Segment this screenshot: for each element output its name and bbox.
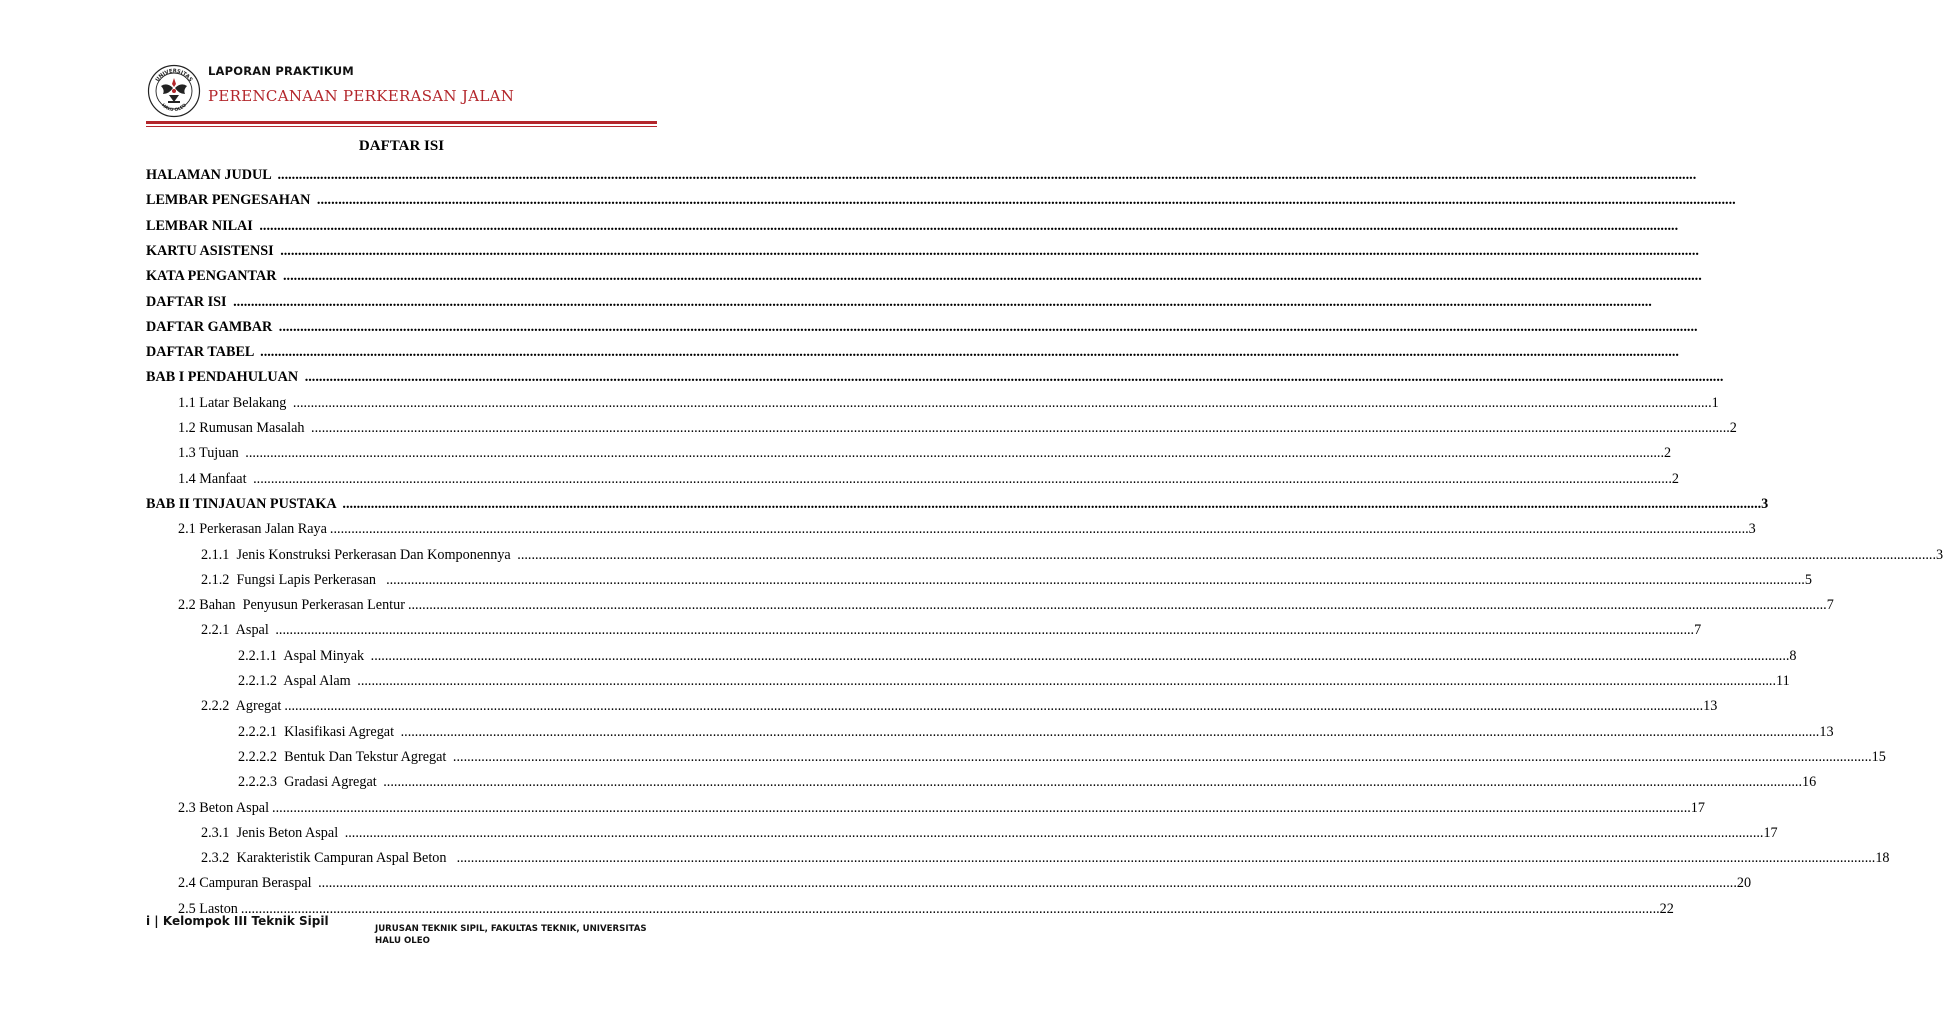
toc-leader-dots: ................................................................................................................................................................................................................................................................................................................................................................................................................ xyxy=(272,799,1691,816)
toc-leader-dots: ................................................................................................................................................................................................................................................................................................................................................................................................................ xyxy=(304,369,1724,386)
toc-leader-dots: ................................................................................................................................................................................................................................................................................................................................................................................................................ xyxy=(357,673,1777,689)
toc-leader-dots: ................................................................................................................................................................................................................................................................................................................................................................................................................ xyxy=(277,167,1697,183)
toc-entry[interactable] xyxy=(201,824,1778,842)
toc-leader-dots: ................................................................................................................................................................................................................................................................................................................................................................................................................ xyxy=(245,445,1665,462)
toc-entry[interactable] xyxy=(178,444,1672,462)
toc-entry-page: 16 xyxy=(1802,774,1817,791)
toc-leader-dots: ................................................................................................................................................................................................................................................................................................................................................................................................................ xyxy=(386,571,1805,588)
toc-entry-page: 7 xyxy=(1826,597,1834,614)
toc-entry-page: 3 xyxy=(1748,521,1756,538)
toc-title: DAFTAR ISI xyxy=(358,138,445,154)
toc-entry[interactable] xyxy=(178,596,1834,614)
toc-leader-dots: ................................................................................................................................................................................................................................................................................................................................................................................................................ xyxy=(284,698,1704,715)
toc-entry-label: 2.2.2 Agregat xyxy=(201,698,282,715)
toc-leader-dots: ................................................................................................................................................................................................................................................................................................................................................................................................................ xyxy=(253,470,1672,487)
toc-entry-page: 13 xyxy=(1703,698,1718,715)
toc-entry[interactable] xyxy=(238,773,1817,791)
toc-entry-page: 2 xyxy=(1664,445,1672,462)
toc-entry[interactable] xyxy=(178,470,1679,488)
toc-entry-page: 20 xyxy=(1736,875,1752,892)
footer-right: JURUSAN TEKNIK SIPIL, FAKULTAS TEKNIK, UNIVERSITAS HALU OLEO xyxy=(375,924,647,946)
toc-entry[interactable] xyxy=(201,546,1943,564)
toc-entry-label: KARTU ASISTENSI xyxy=(146,242,278,259)
toc-entry-page: 15 xyxy=(1871,748,1886,765)
toc-leader-dots: ................................................................................................................................................................................................................................................................................................................................................................................................................ xyxy=(316,192,1736,209)
toc-leader-dots: ................................................................................................................................................................................................................................................................................................................................................................................................................ xyxy=(275,622,1695,639)
footer-left: i | Kelompok III Teknik Sipil xyxy=(146,914,329,928)
toc-entry[interactable] xyxy=(146,293,1652,311)
toc-leader-dots: ................................................................................................................................................................................................................................................................................................................................................................................................................ xyxy=(311,420,1730,436)
toc-entry[interactable] xyxy=(178,520,1756,538)
toc-entry[interactable] xyxy=(238,748,1886,766)
toc-entry-label: 2.2.2.2 Bentuk Dan Tekstur Agregat xyxy=(238,748,450,765)
toc-leader-dots: ................................................................................................................................................................................................................................................................................................................................................................................................................ xyxy=(456,850,1876,867)
toc-entry-page: 1 xyxy=(1711,394,1719,411)
toc-entry[interactable] xyxy=(146,166,1697,184)
toc-leader-dots: ................................................................................................................................................................................................................................................................................................................................................................................................................ xyxy=(240,900,1660,917)
toc-entry-page: 2 xyxy=(1729,420,1737,436)
toc-leader-dots: ................................................................................................................................................................................................................................................................................................................................................................................................................ xyxy=(280,242,1699,259)
toc-entry[interactable] xyxy=(146,242,1699,260)
toc-entry[interactable] xyxy=(146,318,1698,336)
toc-entry-page: 18 xyxy=(1875,850,1890,867)
toc-leader-dots: ................................................................................................................................................................................................................................................................................................................................................................................................................ xyxy=(452,748,1872,765)
toc-entry-label: DAFTAR GAMBAR xyxy=(146,318,276,335)
toc-entry-label: 1.2 Rumusan Masalah xyxy=(178,420,309,436)
toc-entry[interactable] xyxy=(201,849,1890,867)
toc-entry-label: 2.2 Bahan Penyusun Perkerasan Lentur xyxy=(178,597,405,614)
toc-entry-page: 8 xyxy=(1789,647,1797,664)
toc-leader-dots: ................................................................................................................................................................................................................................................................................................................................................................................................................ xyxy=(278,318,1698,335)
toc-leader-dots: ................................................................................................................................................................................................................................................................................................................................................................................................................ xyxy=(400,723,1820,740)
toc-leader-dots: ................................................................................................................................................................................................................................................................................................................................................................................................................ xyxy=(329,521,1749,538)
toc-entry-label: BAB I PENDAHULUAN xyxy=(146,369,302,386)
toc-entry-page: 17 xyxy=(1763,824,1778,841)
toc-entry-page: 13 xyxy=(1819,723,1834,740)
toc-entry-label: DAFTAR ISI xyxy=(146,293,231,310)
toc-leader-dots: ................................................................................................................................................................................................................................................................................................................................................................................................................ xyxy=(283,268,1702,285)
toc-entry[interactable] xyxy=(146,495,1769,513)
toc-leader-dots: ................................................................................................................................................................................................................................................................................................................................................................................................................ xyxy=(407,597,1827,614)
toc-entry-page: 17 xyxy=(1690,799,1705,816)
header-rule-thin xyxy=(146,126,657,127)
toc-entry[interactable] xyxy=(201,621,1702,639)
toc-entry-label: 2.1 Perkerasan Jalan Raya xyxy=(178,521,327,538)
toc-leader-dots: ................................................................................................................................................................................................................................................................................................................................................................................................................ xyxy=(342,495,1762,512)
toc-entry[interactable] xyxy=(201,697,1718,715)
toc-entry-label: 2.3.2 Karakteristik Campuran Aspal Beton xyxy=(201,850,454,867)
toc-entry-label: 2.3 Beton Aspal xyxy=(178,799,270,816)
toc-leader-dots: ................................................................................................................................................................................................................................................................................................................................................................................................................ xyxy=(260,344,1679,361)
toc-entry-label: LEMBAR NILAI xyxy=(146,217,257,234)
header-rule-thick xyxy=(146,121,657,124)
toc-entry-label: 2.4 Campuran Beraspal xyxy=(178,875,316,892)
svg-text:HALU OLEO: HALU OLEO xyxy=(160,103,188,114)
toc-entry-page: 7 xyxy=(1694,622,1702,639)
toc-entry[interactable] xyxy=(146,267,1702,285)
toc-entry[interactable] xyxy=(146,368,1724,386)
toc-leader-dots: ................................................................................................................................................................................................................................................................................................................................................................................................................ xyxy=(318,875,1737,892)
toc-entry-label: KATA PENGANTAR xyxy=(146,268,280,285)
toc-entry-page: 3 xyxy=(1936,546,1943,563)
toc-entry[interactable] xyxy=(178,394,1719,412)
toc-entry[interactable] xyxy=(238,723,1834,741)
toc-entry-label: 2.3.1 Jenis Beton Aspal xyxy=(201,824,342,841)
toc-entry-page: 11 xyxy=(1776,673,1790,689)
toc-entry[interactable] xyxy=(178,419,1737,437)
toc-leader-dots: ................................................................................................................................................................................................................................................................................................................................................................................................................ xyxy=(383,774,1802,791)
toc-entry[interactable] xyxy=(178,874,1752,892)
toc-entry-label: 1.3 Tujuan xyxy=(178,445,243,462)
toc-entry[interactable] xyxy=(146,217,1679,235)
toc-entry-page: 2 xyxy=(1671,470,1679,487)
toc-entry-label: 2.5 Laston xyxy=(178,900,238,917)
toc-entry-page: 22 xyxy=(1659,900,1674,917)
toc-entry-label: 1.4 Manfaat xyxy=(178,470,251,487)
report-title: PERENCANAAN PERKERASAN JALAN xyxy=(208,87,515,105)
toc-entry[interactable] xyxy=(146,191,1736,209)
toc-entry-page: 3 xyxy=(1761,495,1769,512)
report-subtitle: LAPORAN PRAKTIKUM xyxy=(208,64,354,78)
toc-leader-dots: ................................................................................................................................................................................................................................................................................................................................................................................................................ xyxy=(233,293,1652,310)
toc-entry-label: BAB II TINJAUAN PUSTAKA xyxy=(146,495,340,512)
toc-entry-label: 1.1 Latar Belakang xyxy=(178,394,290,411)
toc-entry-label: LEMBAR PENGESAHAN xyxy=(146,192,314,209)
toc-entry-label: DAFTAR TABEL xyxy=(146,344,258,361)
toc-entry[interactable] xyxy=(178,799,1705,817)
toc-entry-label: 2.1.1 Jenis Konstruksi Perkerasan Dan Komponennya xyxy=(201,546,515,563)
toc-entry-page: 5 xyxy=(1804,571,1812,588)
toc-entry[interactable] xyxy=(146,343,1679,361)
toc-entry-label: HALAMAN JUDUL xyxy=(146,167,275,183)
university-logo xyxy=(147,64,201,118)
toc-leader-dots: ................................................................................................................................................................................................................................................................................................................................................................................................................ xyxy=(292,394,1712,411)
toc-entry[interactable] xyxy=(201,571,1812,589)
toc-entry-label: 2.2.2.3 Gradasi Agregat xyxy=(238,774,381,791)
toc-leader-dots: ................................................................................................................................................................................................................................................................................................................................................................................................................ xyxy=(517,546,1937,563)
svg-text:UNIVERSITAS: UNIVERSITAS xyxy=(154,68,194,83)
toc-entry-label: 2.1.2 Fungsi Lapis Perkerasan xyxy=(201,571,384,588)
toc-leader-dots: ................................................................................................................................................................................................................................................................................................................................................................................................................ xyxy=(344,824,1764,841)
toc-leader-dots: ................................................................................................................................................................................................................................................................................................................................................................................................................ xyxy=(370,647,1790,664)
toc-entry-label: 2.2.1.2 Aspal Alam xyxy=(238,673,355,689)
toc-entry-label: 2.2.2.1 Klasifikasi Agregat xyxy=(238,723,398,740)
toc-entry-label: 2.2.1.1 Aspal Minyak xyxy=(238,647,368,664)
toc-leader-dots: ................................................................................................................................................................................................................................................................................................................................................................................................................ xyxy=(259,217,1679,234)
toc-entry[interactable] xyxy=(238,672,1790,690)
toc-entry-label: 2.2.1 Aspal xyxy=(201,622,273,639)
toc-entry[interactable] xyxy=(238,647,1797,665)
